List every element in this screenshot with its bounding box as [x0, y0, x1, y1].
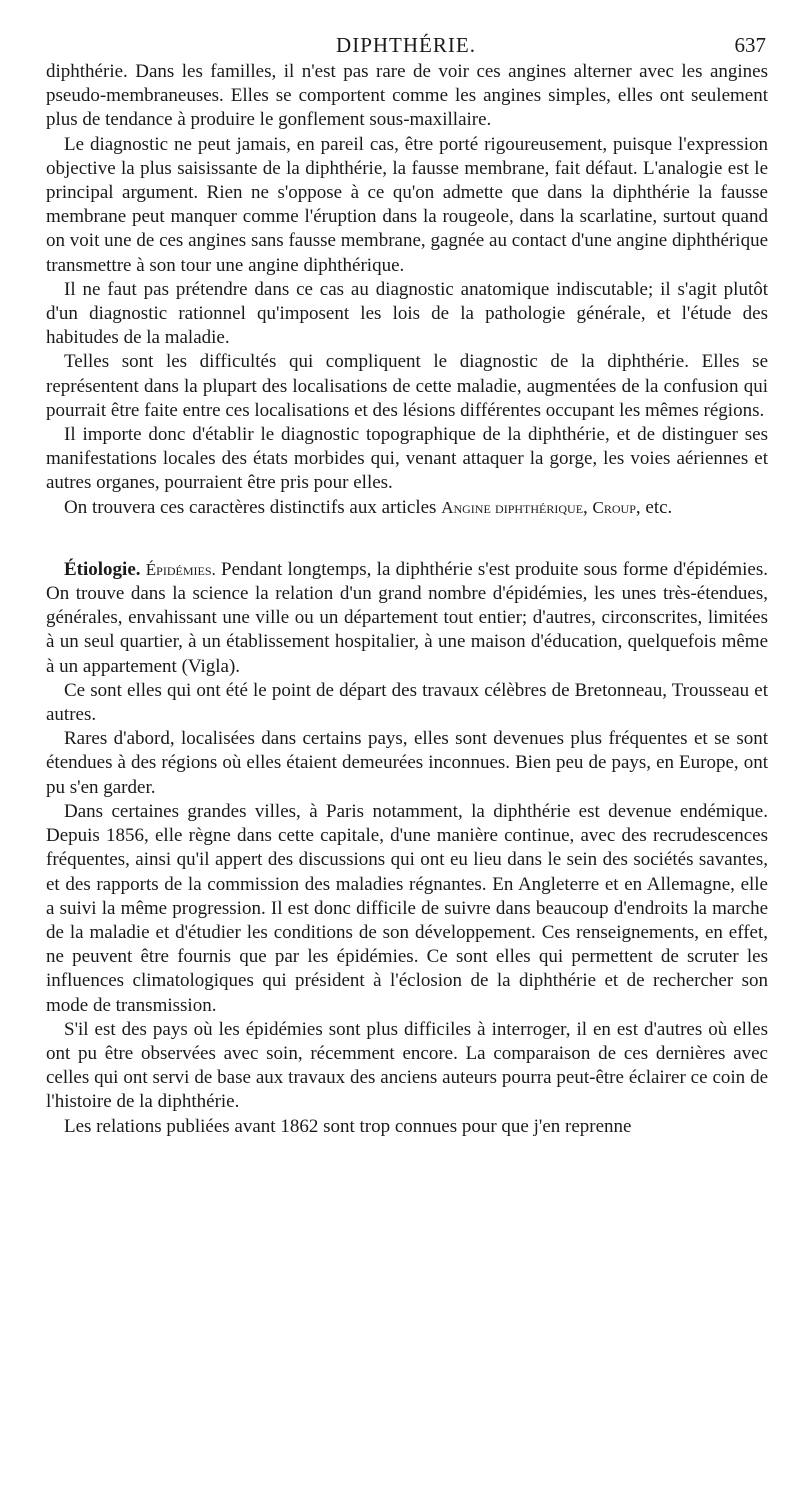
- paragraph-cross-reference: [46, 496, 768, 520]
- paragraph-etiology: [46, 558, 768, 679]
- etiology-text: Pendant longtemps, la diphthérie s'est produite sous forme d'épidémies. On trouve dans la science la relation d'un grand nombre d'épidémies, les unes très-étendues, générales, envahissant une ville ou un département tout entier; d'autres, circonscrites, limitées à un seul quartier, à un établissement hospitalier, à une maison d'éducation, quelquefois même à un appartement (Vigla).: [46, 558, 769, 677]
- section-gap: [46, 520, 768, 558]
- page-number: 637: [734, 33, 766, 57]
- subheading-epidemies: Épidémies.: [145, 559, 216, 579]
- cross-ref-separator: ,: [583, 496, 593, 518]
- cross-ref-tail: , etc.: [635, 496, 673, 518]
- paragraph-difficulties: Telles sont les difficultés qui compliquent le diagnostic de la diphthérie. Elles se représentent dans la plupart des localisations de cette maladie, augmentées de la confusion qui pourrait être faite entre ces localisations et des lésions différentes occupant les mêmes régions.: [46, 351, 768, 421]
- section-heading-etiologie: Étiologie.: [64, 558, 141, 580]
- paragraph-continuation: diphthérie. Dans les familles, il n'est pas rare de voir ces angines alterner avec les angines pseudo-membraneuses. Elles se comportent comme les angines simples, elles ont seulement plus de tendance à produire le gonflement sous-maxillaire.: [46, 61, 768, 131]
- paragraph-spread: Rares d'abord, localisées dans certains pays, elles sont devenues plus fréquentes et se sont étendues à des régions où elles étaient demeurées inconnues. Bien peu de pays, en Europe, ont pu s'en garder.: [46, 728, 768, 798]
- cross-ref-lead: On trouvera ces caractères distinctifs aux articles: [64, 496, 442, 518]
- body-text: [46, 60, 768, 1139]
- paragraph-topographic-diagnosis: Il importe donc d'établir le diagnostic topographique de la diphthérie, et de distinguer ses manifestations locales des états morbides qui, venant attaquer la gorge, les voies aériennes et autres organes, pourraient être pris pour elles.: [46, 424, 768, 494]
- paragraph-endemic: Dans certaines grandes villes, à Paris notamment, la diphthérie est devenue endémique. Depuis 1856, elle règne dans cette capitale, d'une manière continue, avec des recrudescences fréquentes, ainsi qu'il appert des discussions qui ont eu lieu dans le sein des sociétés savantes, et des rapports de la commission des maladies régnantes. En Angleterre et en Allemagne, elle a suivi la même progression. Il est donc difficile de suivre dans beaucoup d'endroits la marche de la maladie et d'étudier les conditions de son développement. Ces renseignements, en effet, ne peuvent être fournis que par les épidémies. Ce sont elles qui permettent de scruter les influences climatologiques qui président à l'éclosion de la diphthérie et de rechercher son mode de transmission.: [46, 800, 768, 1016]
- paragraph-rational-diagnosis: Il ne faut pas prétendre dans ce cas au diagnostic anatomique indiscutable; il s'agit plutôt d'un diagnostic rationnel qu'imposent les lois de la pathologie générale, et l'étude des habitudes de la maladie.: [46, 278, 768, 349]
- paragraph-relations: Les relations publiées avant 1862 sont trop connues pour que j'en reprenne: [64, 1115, 632, 1137]
- paragraph-diagnostic: Le diagnostic ne peut jamais, en pareil cas, être porté rigoureusement, puisque l'expression objective la plus saisissante de la diphthérie, la fausse membrane, fait défaut. L'analogie est le principal argument. Rien ne s'oppose à ce qu'on admette que dans la diphthérie la fausse membrane peut manquer comme l'éruption dans la rougeole, dans la scarlatine, surtout quand on voit une de ces angines sans fausse membrane, gagnée au contact d'une angine diphthérique transmettre à son tour une angine diphthérique.: [46, 133, 768, 276]
- cross-ref-angine-diphtherique: Angine diphthérique: [441, 497, 584, 517]
- running-title: DIPHTHÉRIE.: [336, 33, 476, 57]
- paragraph-comparison: S'il est des pays où les épidémies sont plus difficiles à interroger, il en est d'autres où elles ont pu être observées avec soin, récemment encore. La comparaison de ces dernières avec celles qui ont servi de base aux travaux des anciens auteurs pourra peut-être éclairer ce coin de l'histoire de la diphthérie.: [46, 1018, 768, 1113]
- cross-ref-croup: Croup: [592, 497, 636, 517]
- running-head: [46, 33, 766, 61]
- paragraph-bretonneau: Ce sont elles qui ont été le point de départ des travaux célèbres de Bretonneau, Trousseau et autres.: [46, 679, 768, 726]
